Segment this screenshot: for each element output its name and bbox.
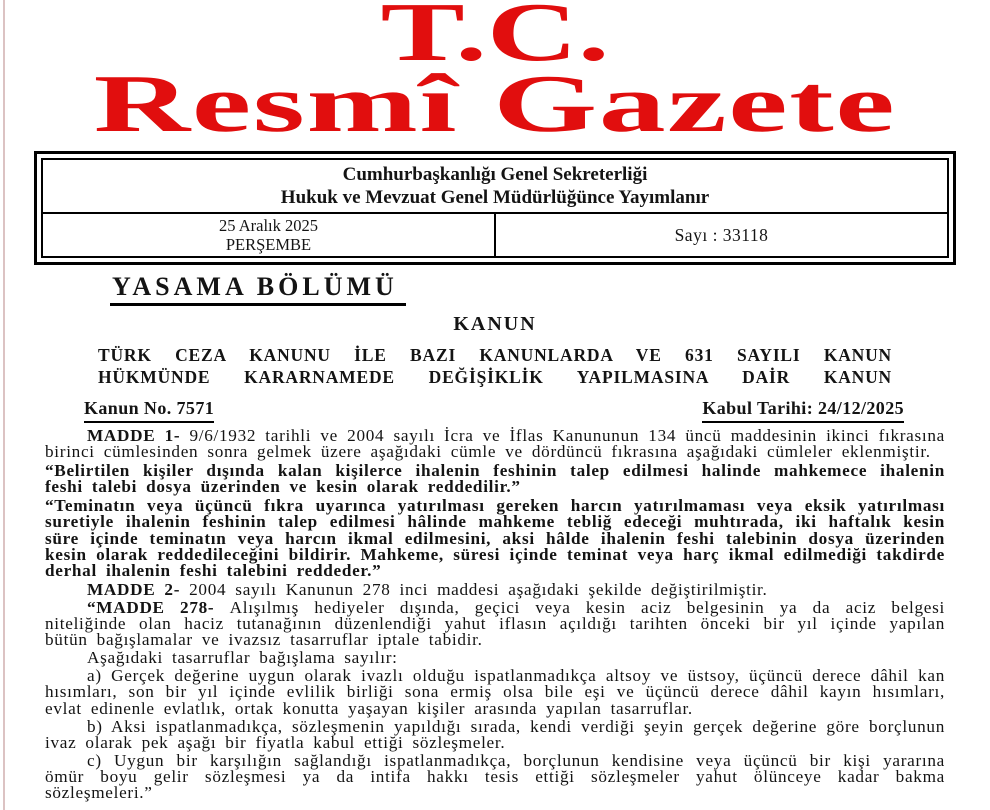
masthead-title: Resmî Gazete (93, 58, 897, 149)
article-paragraph: “Belirtilen kişiler dışında kalan kişilerce ihalenin feshinin talep edilmesi halinde mahkemece ihalenin feshi talebi dosya üzerinden ve kesin olarak reddedilir.” (45, 461, 945, 497)
article-paragraph: “MADDE 278- Alışılmış hediyeler dışında, geçici veya kesin aciz belgesinin ya da aciz belgesi niteliğinde olan haciz tutanağının düzenlendiği yahut iflasın açıldığı tarihten önceki bir yıl içinde yapılan bütün bağışlamalar ve ivazsız tasarruflar iptale tabidir. (45, 597, 945, 650)
masthead-tc: T.C. (380, 0, 610, 79)
kanun-heading: KANUN (453, 313, 537, 335)
article-paragraph: a) Gerçek değerine uygun olarak ivazlı olduğu ispatlanmadıkça altsoy ve üstsoy, üçüncü derece dâhil kan hısımları, son bir yıl içinde evlilik birliği sona ermiş olsa bile eşi ve üçüncü derece dâhil kayın hısımları, evlat edinenle evlatlık, ortak konutta yaşayan kişiler arasında yapılan tasarruflar. (45, 666, 945, 718)
article-paragraph: MADDE 2- 2004 sayılı Kanunun 278 inci maddesi aşağıdaki şekilde değiştirilmiştir. (87, 579, 768, 599)
publisher-block (43, 160, 947, 214)
law-acceptance-date: Kabul Tarihi: 24/12/2025 (702, 398, 904, 423)
publication-info-inner (41, 158, 949, 258)
weekday-value: PERŞEMBE (225, 235, 312, 254)
issue-number: Sayı : 33118 (674, 224, 769, 245)
masthead (0, 0, 990, 149)
law-title-line-2: HÜKMÜNDE KARARNAMEDE DEĞİŞİKLİK YAPILMASINA DAİR KANUN (98, 366, 892, 387)
article-paragraph: “Teminatın veya üçüncü fıkra uyarınca yatırılması gereken harcın yatırılmaması veya eksik yatırılması suretiyle ihalenin feshinin talep edilmesi hâlinde mahkeme tebliğ edeceği muhtırada, iki haftalık kesin süre içinde teminatın veya harcın ikmal edilmesini, aksi hâlde ihalenin feshi talebinin dosya üzerinden kesin olarak reddedileceğini bildirir. Mahkeme, süresi içinde teminat veya harç ikmal edilmediği takdirde derhal ihalenin feshi talebini reddeder.” (45, 496, 945, 580)
article-paragraph: Aşağıdaki tasarruflar bağışlama sayılır: (87, 648, 398, 668)
article-label: MADDE 2- (87, 579, 190, 599)
law-number: Kanun No. 7571 (84, 398, 214, 423)
law-title-line-1: TÜRK CEZA KANUNU İLE BAZI KANUNLARDA VE 631 SAYILI KANUN (98, 345, 892, 365)
date-value: 25 Aralık 2025 (219, 216, 318, 235)
publisher-line-2: Hukuk ve Mevzuat Genel Müdürlüğünce Yayımlanır (280, 187, 710, 208)
section-heading: YASAMA BÖLÜMÜ (110, 272, 406, 306)
articles (45, 428, 945, 801)
article-label: “MADDE 278- (87, 597, 230, 617)
date-issue-row (43, 214, 947, 256)
article-paragraph: MADDE 1- 9/6/1932 tarihli ve 2004 sayılı İcra ve İflas Kanununun 134 üncü maddesinin ikinci fıkrasına birinci cümlesinden sonra gelmek üzere aşağıdaki cümle ve dördüncü fıkrasına aşağıdaki cümleler eklenmiştir. (45, 426, 945, 462)
law-title (98, 345, 892, 388)
article-paragraph: b) Aksi ispatlanmadıkça, sözleşmenin yapıldığı sırada, kendi verdiği şeyin gerçek değerine göre borçlunun ivaz olarak pek aşağı bir fiyatla kabul ettiği sözleşmeler. (45, 716, 945, 752)
publication-info-box (34, 151, 956, 265)
article-paragraph: c) Uygun bir karşılığın sağlandığı ispatlanmadıkça, borçlunun kendisine veya üçüncü bir kişi yararına ömür boyu gelir sözleşmesi ya da intifa hakkı tesis ettiği sözleşmeler yahut ölünceye kadar bakma sözleşmeleri.” (45, 750, 945, 802)
date-cell (43, 214, 496, 256)
law-meta-row (84, 398, 904, 423)
section-heading-wrap (110, 272, 990, 306)
article-label: MADDE 1- (87, 426, 190, 445)
publisher-line-1: Cumhurbaşkanlığı Genel Sekreterliği (342, 164, 648, 185)
